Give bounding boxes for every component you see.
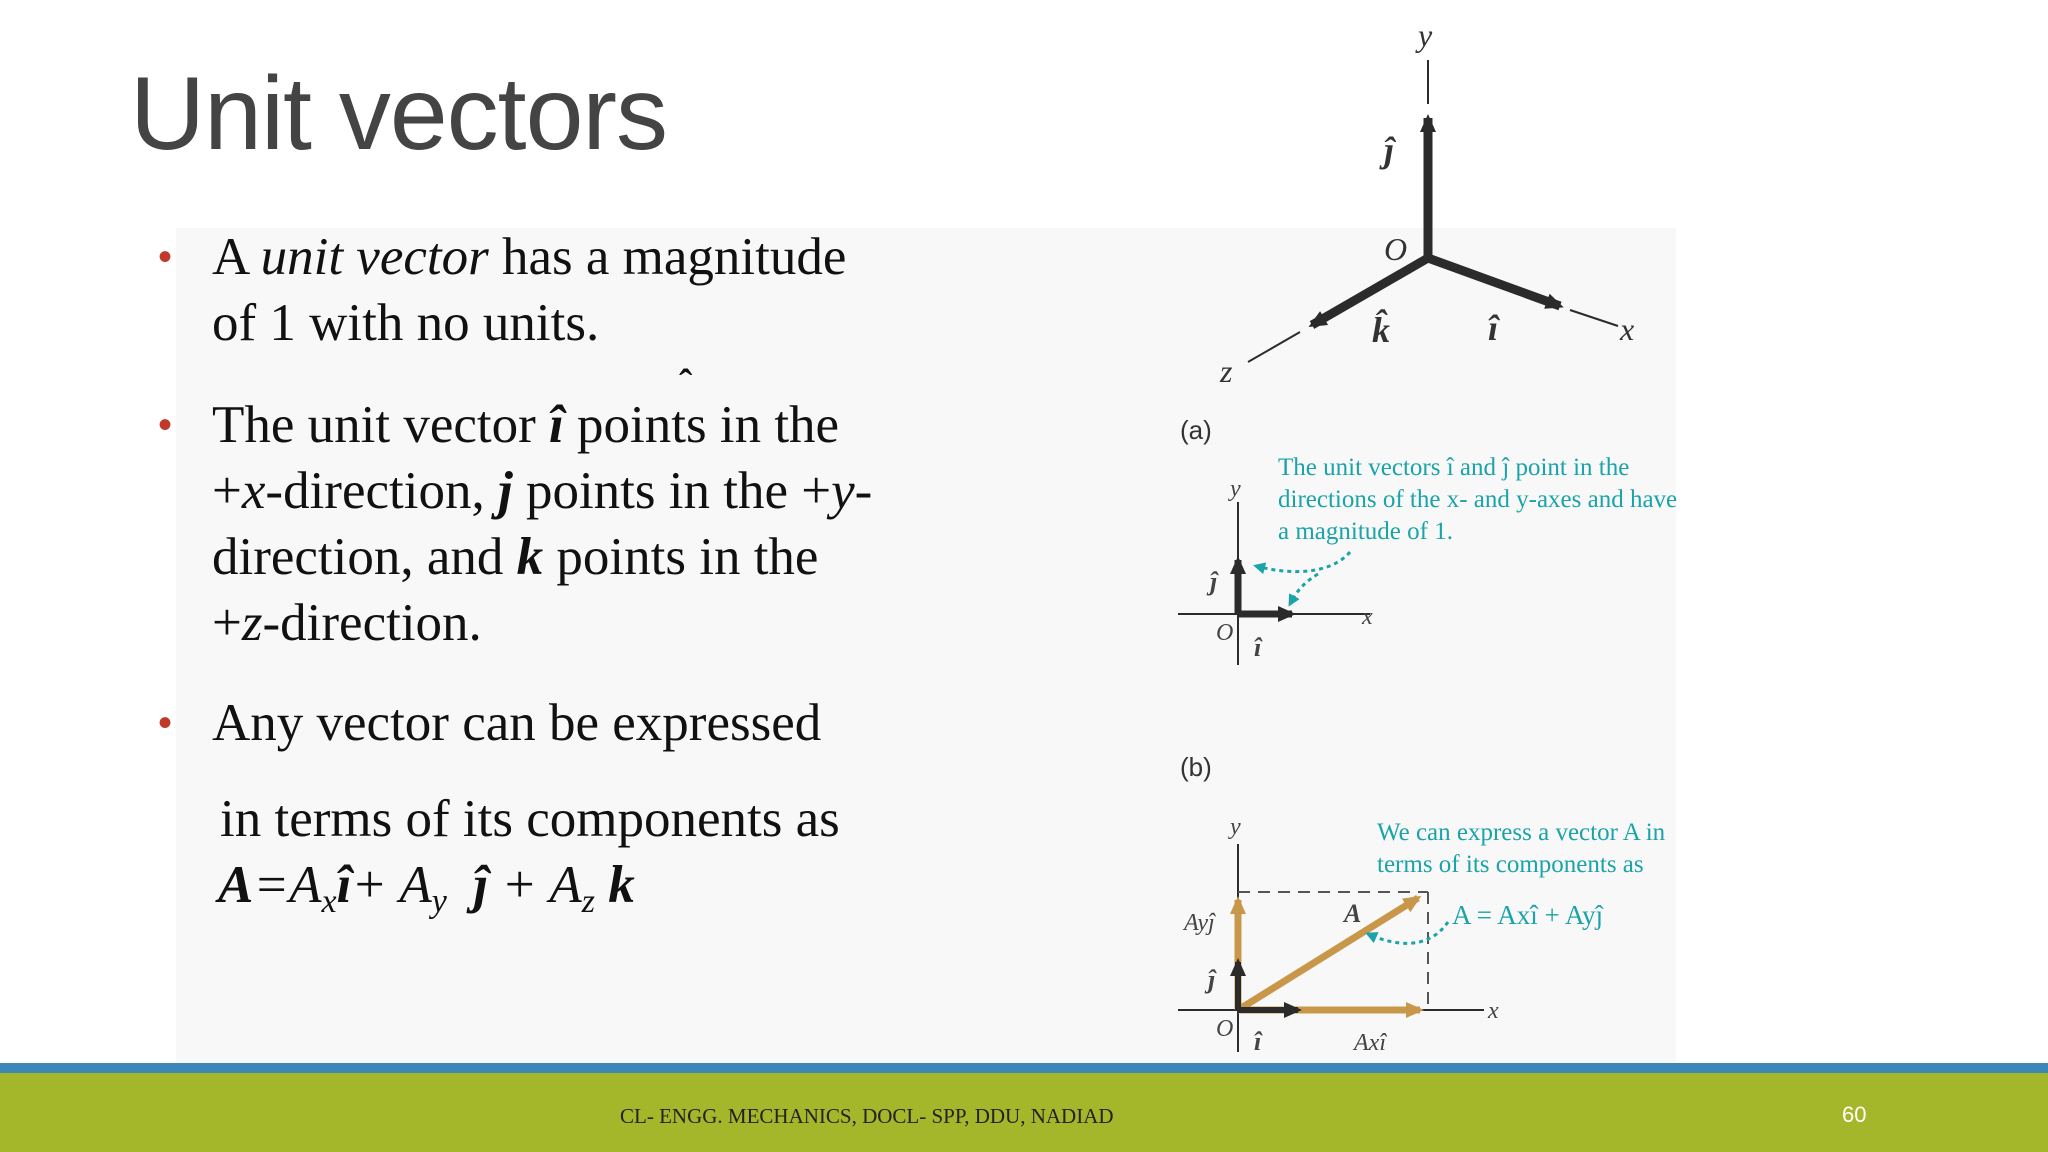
- a-j-hat-label: ĵ: [1210, 567, 1218, 596]
- top-i-hat-label: î: [1488, 308, 1499, 348]
- top-origin-label: O: [1384, 231, 1408, 267]
- component-formula: $A=A_xî+ A_y$ ĵ + $A_z$ k: [218, 856, 635, 920]
- a-pointer-to-j: [1256, 552, 1350, 572]
- 3d-axes-diagram: [1219, 17, 1634, 389]
- b-y-label: y: [1230, 814, 1241, 840]
- z-axis-line: [1248, 332, 1300, 362]
- bullet-continuation: in terms of its components as: [220, 790, 840, 848]
- stray-hat-glyph: ˆ: [679, 361, 693, 406]
- top-x-label: x: [1620, 311, 1635, 347]
- top-k-hat-label: k̂: [1372, 310, 1390, 350]
- bullet-dot: •: [158, 403, 173, 447]
- top-j-hat-label: ĵ: [1384, 130, 1395, 170]
- footer-text: CL- ENGG. MECHANICS, DOCL- SPP, DDU, NADIAD: [620, 1104, 1114, 1128]
- b-i-hat-label: î: [1254, 1027, 1262, 1056]
- bullet-dot: •: [158, 235, 173, 279]
- bullet-unit-vector-directions: • The unit vector î points in the +x-direction, j points in the +y- direction, and k points in the +z-direction.: [212, 392, 972, 656]
- panel-a-label: (a): [1180, 415, 1212, 445]
- b-x-label: x: [1488, 998, 1499, 1024]
- a-origin-label: O: [1216, 620, 1234, 646]
- vector-a-symbol: A: [218, 856, 254, 914]
- a-i-hat-label: î: [1254, 633, 1262, 662]
- panel-b-label: (b): [1180, 752, 1212, 782]
- b-ax-label: Axî: [1354, 1030, 1386, 1056]
- a-y-label: y: [1230, 476, 1241, 502]
- bullet-vector-components: • Any vector can be expressed: [212, 690, 972, 756]
- b-equation: A = Axî + Ayĵ: [1452, 900, 1604, 930]
- b-vector-a-arrow: [1238, 898, 1418, 1010]
- footer-blue-bar: [0, 1063, 2048, 1073]
- b-origin-label: O: [1216, 1016, 1234, 1042]
- a-x-label: x: [1362, 604, 1373, 630]
- bullet-dot: •: [158, 701, 173, 745]
- panel-b-caption: We can express a vector A in terms of its components as: [1377, 819, 1666, 878]
- x-axis-line: [1570, 310, 1618, 326]
- page-number: 60: [1842, 1102, 1867, 1127]
- a-pointer-to-i: [1290, 574, 1318, 604]
- k-hat-arrow: [1312, 258, 1428, 325]
- b-j-hat-label: ĵ: [1208, 965, 1216, 994]
- slide-title: Unit vectors: [130, 56, 668, 172]
- i-hat-arrow: [1428, 258, 1560, 306]
- b-ay-label: Ayĵ: [1184, 910, 1215, 936]
- bullet-unit-vector-definition: • A unit vector has a magnitude of 1 with no units.: [212, 224, 972, 356]
- top-z-label: z: [1220, 353, 1233, 389]
- top-y-label: y: [1418, 17, 1433, 53]
- b-vector-a-label: A: [1344, 899, 1362, 928]
- panel-a-caption: The unit vectors î and ĵ point in the directions of the x- and y-axes and have a magnitude of 1.: [1278, 454, 1678, 545]
